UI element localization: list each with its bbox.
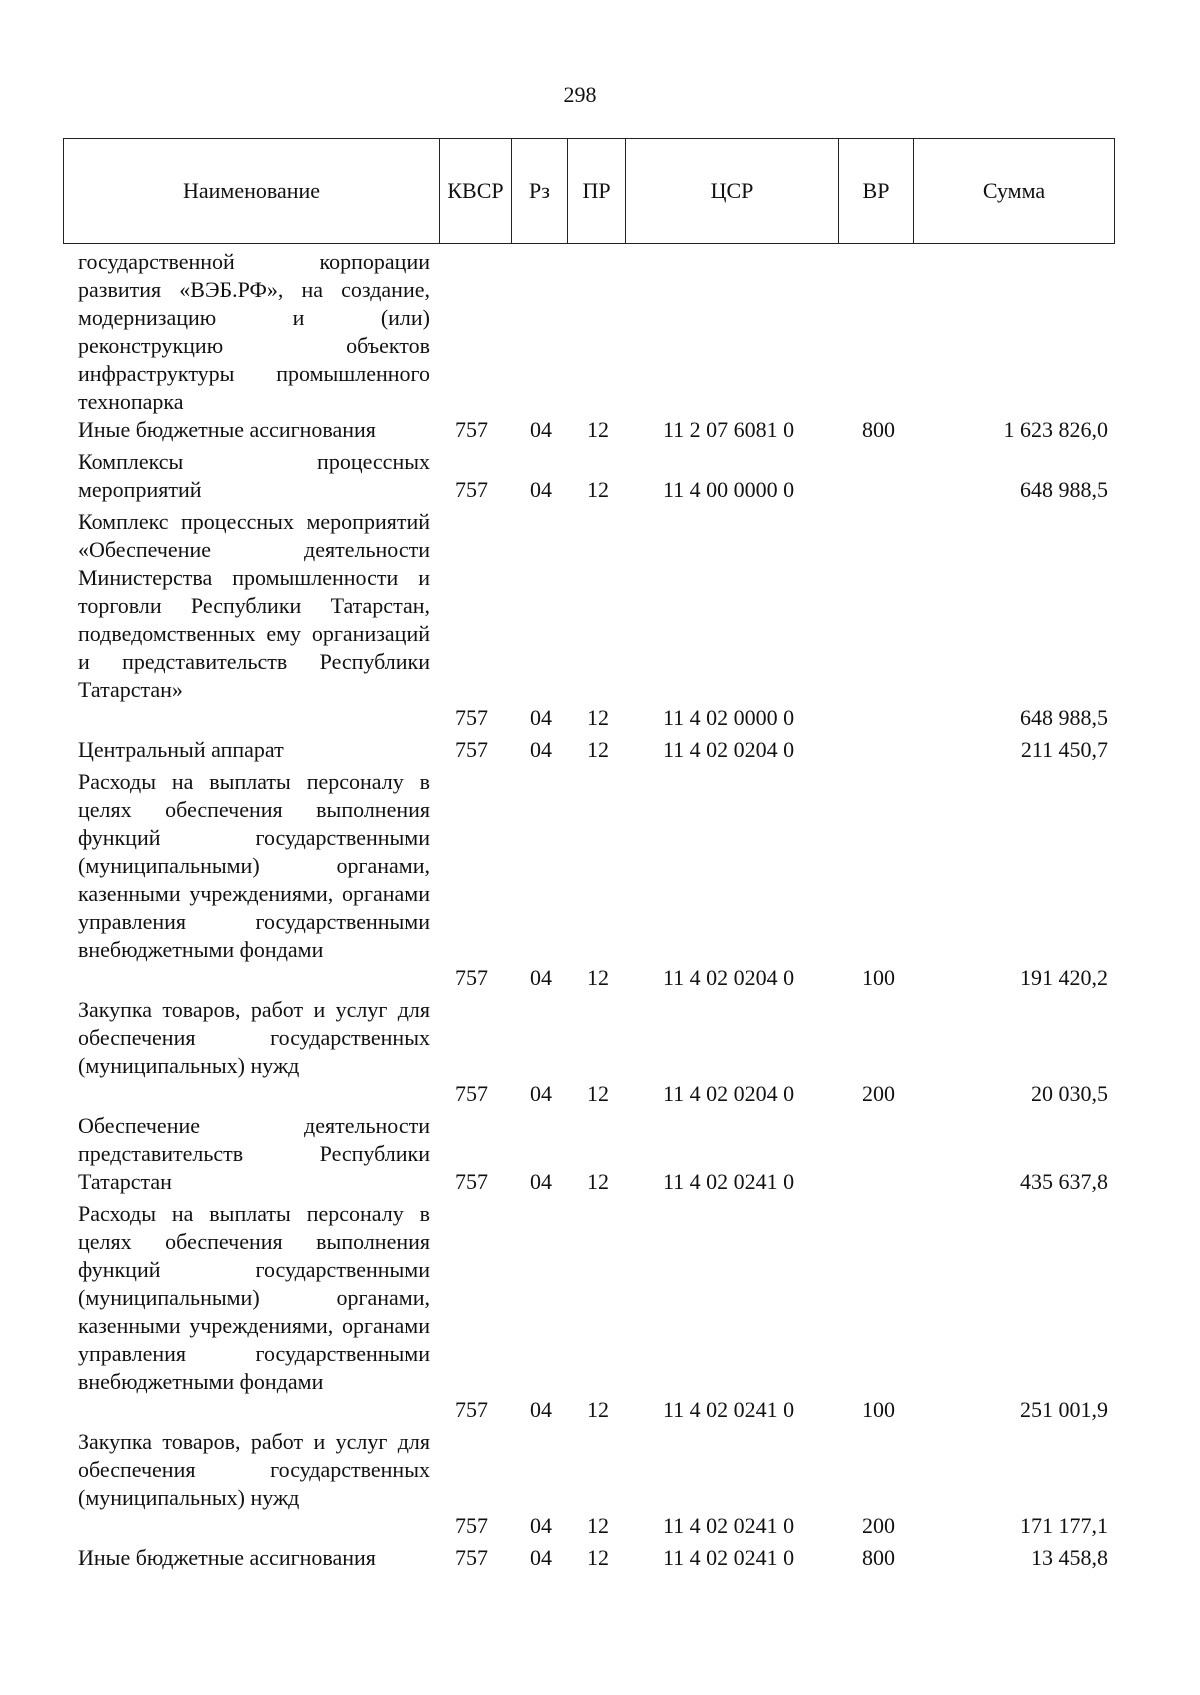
row-rz: 04 [530,737,552,762]
row-sum: 1 623 826,0 [1003,417,1108,442]
row-pr: 12 [587,1169,609,1194]
row-pr: 12 [587,737,609,762]
row-pr: 12 [587,1545,609,1570]
table-row [0,448,1200,504]
row-name: Закупка товаров, работ и услуг для обеспечения государственных (муниципальных) нужд [78,1429,430,1510]
row-sum: 191 420,2 [1020,965,1108,990]
header-vr: ВР [839,139,914,243]
row-kvsr: 757 [455,477,488,502]
row-kvsr: 757 [455,417,488,442]
row-pr: 12 [587,477,609,502]
row-name: государственной корпорации развития «ВЭБ.РФ», на создание, модернизацию и (или) реконструкцию объектов инфраструктуры промышленного технопарка [78,249,430,414]
row-name: Комплекс процессных мероприятий «Обеспечение деятельности Министерства промышленности и торговли Республики Татарстан, подведомственных ему организаций и представительств Республики Татарстан» [78,509,430,702]
row-pr: 12 [587,705,609,730]
row-csr: 11 4 02 0241 0 [663,1545,795,1570]
header-sum: Сумма [982,178,1046,203]
row-sum: 648 988,5 [1020,477,1108,502]
row-sum: 435 637,8 [1020,1169,1108,1194]
table-row [0,1428,1200,1540]
row-rz: 04 [530,1397,552,1422]
row-vr: 800 [862,1545,895,1570]
row-kvsr: 757 [455,965,488,990]
table-row [0,416,1200,444]
row-pr: 12 [587,965,609,990]
row-vr: 800 [862,417,895,442]
table-row [0,508,1200,732]
row-rz: 04 [530,1081,552,1106]
row-vr: 100 [862,965,895,990]
row-name: Центральный аппарат [78,737,284,762]
row-rz: 04 [530,705,552,730]
row-vr: 200 [862,1513,895,1538]
row-kvsr: 757 [455,737,488,762]
row-pr: 12 [587,1513,609,1538]
row-kvsr: 757 [455,1513,488,1538]
row-csr: 11 4 00 0000 0 [663,477,795,502]
row-csr: 11 4 02 0241 0 [663,1513,795,1538]
header-kvsr: КВСР [440,139,512,243]
header-rz: Рз [512,139,568,243]
row-rz: 04 [530,1545,552,1570]
row-kvsr: 757 [455,705,488,730]
row-kvsr: 757 [455,1081,488,1106]
row-vr: 100 [862,1397,895,1422]
row-vr: 200 [862,1081,895,1106]
row-name: Закупка товаров, работ и услуг для обеспечения государственных (муниципальных) нужд [78,997,430,1078]
row-rz: 04 [530,477,552,502]
row-pr: 12 [587,1397,609,1422]
row-name: Обеспечение деятельности представительств Республики Татарстан [78,1113,430,1194]
row-sum: 251 001,9 [1020,1397,1108,1422]
table-row [0,996,1200,1108]
row-rz: 04 [530,965,552,990]
row-csr: 11 4 02 0241 0 [663,1169,795,1194]
table-row [0,768,1200,992]
row-sum: 13 458,8 [1031,1545,1108,1570]
row-csr: 11 4 02 0241 0 [663,1397,795,1422]
row-name: Комплексы процессных мероприятий [78,449,430,502]
header-name: Наименование [64,139,440,243]
row-name: Расходы на выплаты персоналу в целях обеспечения выполнения функций государственными (муниципальными) органами, казенными учреждениями, органами управления государственными внебюджетными фондами [78,769,430,962]
table-row [0,1112,1200,1196]
row-kvsr: 757 [455,1169,488,1194]
row-pr: 12 [587,417,609,442]
row-kvsr: 757 [455,1397,488,1422]
row-pr: 12 [587,1081,609,1106]
row-name: Расходы на выплаты персоналу в целях обеспечения выполнения функций государственными (муниципальными) органами, казенными учреждениями, органами управления государственными внебюджетными фондами [78,1201,430,1394]
row-csr: 11 4 02 0000 0 [663,705,795,730]
row-kvsr: 757 [455,1545,488,1570]
header-pr: ПР [568,139,626,243]
row-sum: 20 030,5 [1031,1081,1108,1106]
table-row [0,248,1200,416]
row-rz: 04 [530,1169,552,1194]
row-csr: 11 4 02 0204 0 [663,965,795,990]
table-row [0,1200,1200,1424]
table-header [63,138,1115,244]
row-csr: 11 2 07 6081 0 [663,417,795,442]
page-number: 298 [563,82,597,107]
row-sum: 648 988,5 [1020,705,1108,730]
row-sum: 211 450,7 [1020,737,1108,762]
row-csr: 11 4 02 0204 0 [663,1081,795,1106]
table-row [0,1544,1200,1572]
row-name: Иные бюджетные ассигнования [78,1545,376,1570]
row-rz: 04 [530,1513,552,1538]
header-csr: ЦСР [626,139,839,243]
row-csr: 11 4 02 0204 0 [663,737,795,762]
row-rz: 04 [530,417,552,442]
table-row [0,736,1200,764]
row-name: Иные бюджетные ассигнования [78,417,376,442]
row-sum: 171 177,1 [1020,1513,1108,1538]
